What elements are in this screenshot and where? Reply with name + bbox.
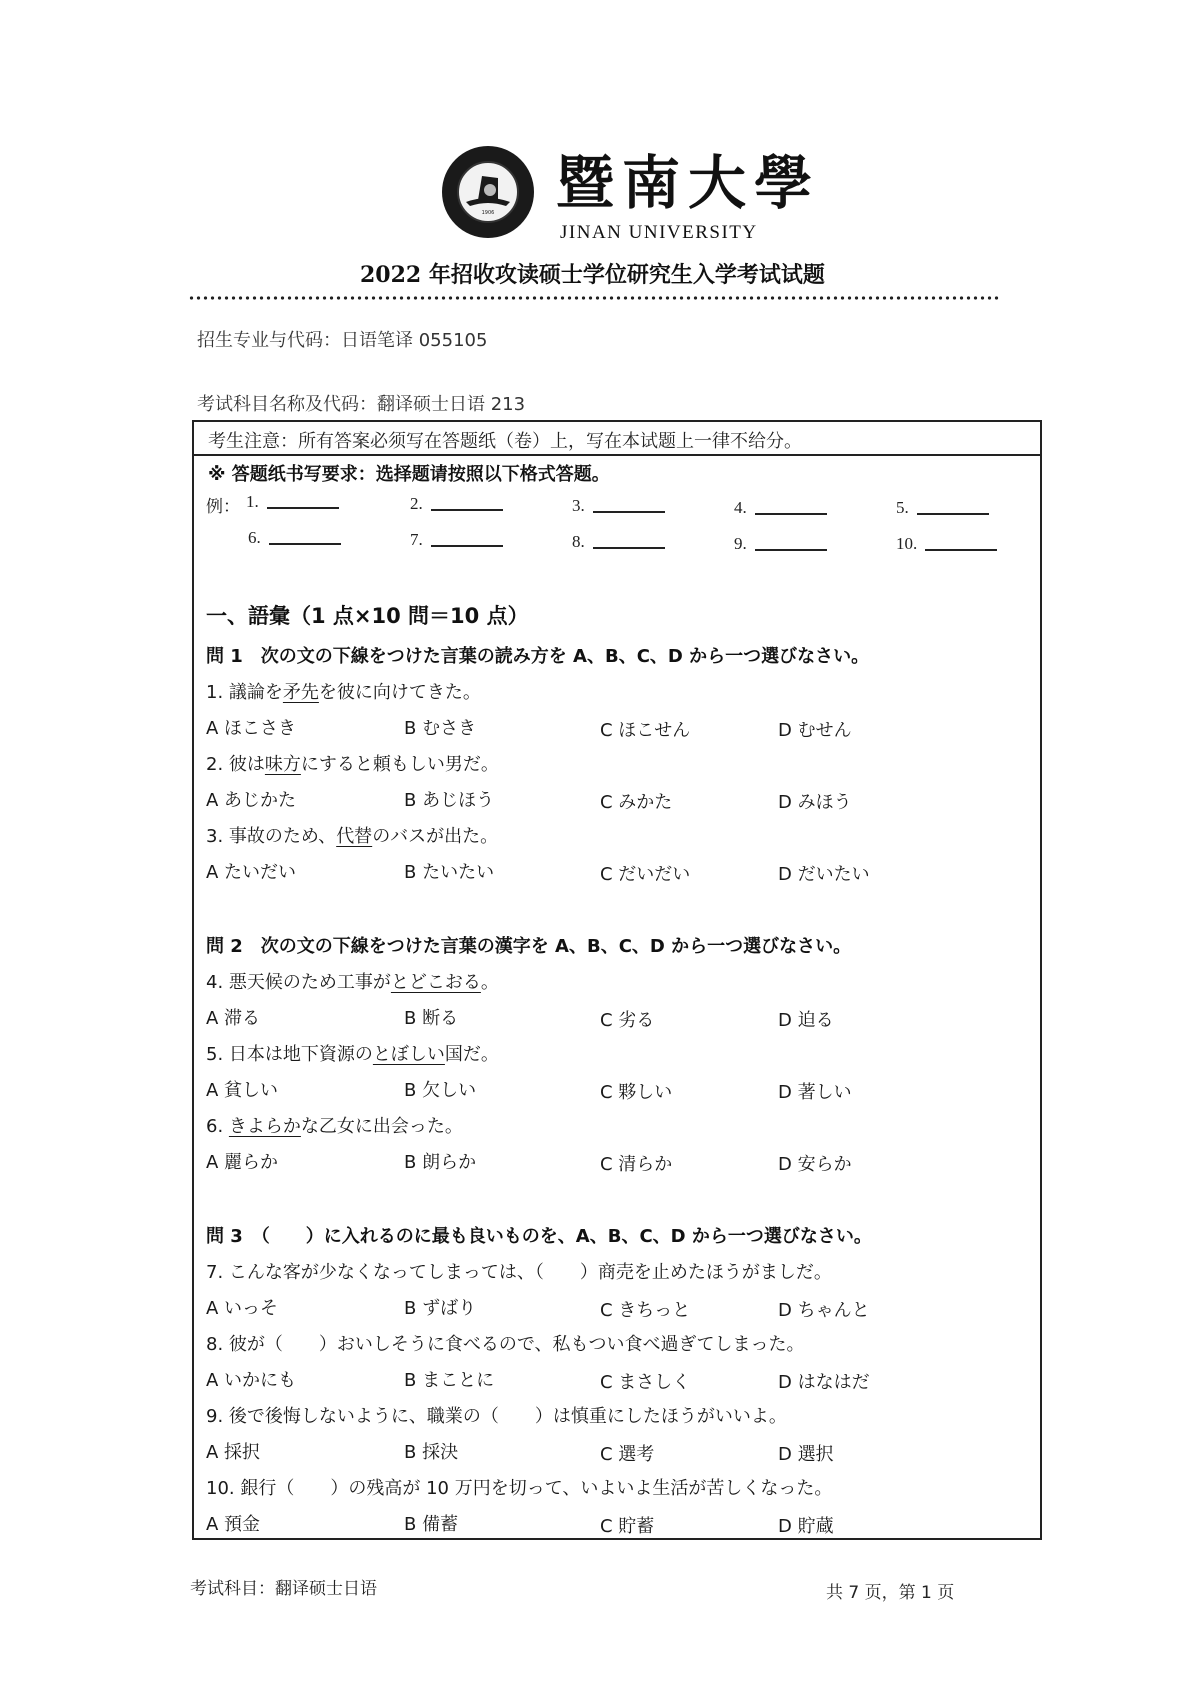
question-stem (206, 678, 481, 704)
question-text: のバスが出た。 (372, 826, 499, 847)
answer-option: A 滞る (206, 1008, 261, 1029)
item-number: 5. (896, 498, 909, 517)
answer-option: C きちっと (600, 1300, 691, 1321)
answer-option: A ほこさき (206, 718, 297, 739)
question-text: 9. 後で後悔しないように、職業の（ ）は慎重にしたほうがいいよ。 (206, 1406, 787, 1427)
answer-option: B たいたい (404, 862, 495, 883)
question-stem (206, 1258, 832, 1284)
question-text: にすると頼もしい男だ。 (300, 754, 499, 775)
answer-blank (431, 509, 503, 511)
university-seal-icon (440, 144, 536, 240)
question-text: 。 (480, 972, 499, 993)
svg-text:1906: 1906 (481, 210, 495, 216)
answer-option: D 安らか (778, 1154, 852, 1175)
underlined-word: 味方 (264, 754, 301, 775)
question-group-heading: 問 2 次の文の下線をつけた言葉の漢字を A、B、C、D から一つ選びなさい。 (206, 936, 852, 957)
answer-option: D 著しい (778, 1082, 852, 1103)
question-text: 4. 悪天候のため工事が (206, 972, 391, 993)
answer-format-item (572, 532, 665, 552)
answer-option: A 採択 (206, 1442, 261, 1463)
candidate-notice: 考生注意：所有答案必须写在答题纸（卷）上，写在本试题上一律不给分。 (208, 431, 802, 452)
answer-blank (269, 543, 341, 545)
answer-option: D はなはだ (778, 1372, 870, 1393)
answer-option: C ほこせん (600, 720, 691, 741)
item-number: 9. (734, 534, 747, 553)
question-text: 6. (206, 1116, 229, 1137)
item-number: 3. (572, 496, 585, 515)
question-group-heading: 問 1 次の文の下線をつけた言葉の読み方を A、B、C、D から一つ選びなさい。 (206, 646, 870, 667)
answer-option: C 貯蓄 (600, 1516, 655, 1537)
item-number: 7. (410, 530, 423, 549)
underlined-word: 矛先 (282, 682, 319, 703)
question-stem (206, 1040, 499, 1066)
answer-option: B むさき (404, 718, 477, 739)
answer-option: D 選択 (778, 1444, 834, 1465)
answer-option: B 断る (404, 1008, 459, 1029)
item-number: 6. (248, 528, 261, 547)
answer-format-item (410, 494, 503, 514)
answer-option: A いかにも (206, 1370, 297, 1391)
answer-option: B 採決 (404, 1442, 459, 1463)
question-text: 8. 彼が（ ）おいしそうに食べるので、私もつい食べ過ぎてしまった。 (206, 1334, 805, 1355)
answer-option: D だいたい (778, 864, 870, 885)
question-stem (206, 1112, 463, 1138)
item-number: 10. (896, 534, 918, 553)
underlined-word: 代替 (336, 826, 373, 847)
answer-option: B ずばり (404, 1298, 477, 1319)
answer-blank (267, 507, 339, 509)
question-text: 1. 議論を (206, 682, 283, 703)
question-text: を彼に向けてきた。 (318, 682, 481, 703)
answer-option: D 迫る (778, 1010, 834, 1031)
question-stem (206, 1474, 832, 1500)
answer-format-item (896, 534, 997, 554)
answer-option: D ちゃんと (778, 1300, 870, 1321)
answer-blank (431, 545, 503, 547)
university-logo (440, 144, 536, 240)
answer-option: B あじほう (404, 790, 495, 811)
answer-option: B 朗らか (404, 1152, 477, 1173)
footer-page-number: 共 7 页，第 1 页 (826, 1583, 955, 1603)
answer-option: A 麗らか (206, 1152, 279, 1173)
answer-option: D みほう (778, 792, 852, 813)
answer-format-item (896, 498, 989, 518)
item-number: 2. (410, 494, 423, 513)
answer-format-item (410, 530, 503, 550)
answer-requirement: ※ 答题纸书写要求：选择题请按照以下格式答题。 (208, 464, 610, 485)
answer-blank (917, 513, 989, 515)
answer-option: C 劣る (600, 1010, 655, 1031)
exam-title: 2022 年招收攻读硕士学位研究生入学考试试题 (360, 262, 825, 288)
question-text: な乙女に出会った。 (300, 1116, 463, 1137)
dotted-divider (188, 294, 1000, 302)
answer-format-item (734, 534, 827, 554)
answer-option: C 夥しい (600, 1082, 673, 1103)
answer-format-item (246, 492, 339, 512)
question-stem (206, 1330, 805, 1356)
question-text: 7. こんな客が少なくなってしまっては、（ ）商売を止めたほうがましだ。 (206, 1262, 832, 1283)
answer-option: C だいだい (600, 864, 691, 885)
answer-option: C 清らか (600, 1154, 673, 1175)
answer-blank (755, 513, 827, 515)
footer-subject: 考试科目：翻译硕士日语 (190, 1579, 377, 1599)
answer-format-prefix: 例： (206, 497, 240, 516)
question-stem (206, 750, 499, 776)
answer-option: B まことに (404, 1370, 495, 1391)
underlined-word: きよらか (228, 1116, 301, 1137)
item-number: 1. (246, 492, 259, 511)
university-name-en: JINAN UNIVERSITY (560, 222, 758, 243)
answer-option: B 欠しい (404, 1080, 477, 1101)
major-code: 招生专业与代码：日语笔译 055105 (197, 330, 488, 351)
answer-option: D 貯蔵 (778, 1516, 834, 1537)
answer-option: C 選考 (600, 1444, 655, 1465)
university-name-cn: 暨南大學 (556, 149, 821, 217)
question-stem (206, 1402, 787, 1428)
item-number: 8. (572, 532, 585, 551)
answer-format-item (572, 496, 665, 516)
question-text: 10. 銀行（ ）の残高が 10 万円を切って、いよいよ生活が苦しくなった。 (206, 1478, 833, 1499)
question-stem (206, 968, 499, 994)
underlined-word: とどこおる (390, 972, 481, 993)
answer-option: B 備蓄 (404, 1514, 459, 1535)
question-text: 5. 日本は地下資源の (206, 1044, 373, 1065)
question-group-heading: 問 3 （ ）に入れるのに最も良いものを、A、B、C、D から一つ選びなさい。 (206, 1226, 872, 1247)
answer-blank (755, 549, 827, 551)
answer-format-item (248, 528, 341, 548)
question-text: 3. 事故のため、 (206, 826, 337, 847)
answer-format-item (734, 498, 827, 518)
answer-option: A あじかた (206, 790, 297, 811)
underlined-word: とぼしい (372, 1044, 445, 1065)
subject-code: 考试科目名称及代码：翻译硕士日语 213 (197, 394, 526, 415)
answer-option: A たいだい (206, 862, 297, 883)
answer-blank (925, 549, 997, 551)
answer-option: A 貧しい (206, 1080, 279, 1101)
question-text: 国だ。 (444, 1044, 499, 1065)
answer-option: C まさしく (600, 1372, 691, 1393)
answer-option: C みかた (600, 792, 673, 813)
section-title: 一、語彙（1 点×10 問＝10 点） (206, 604, 529, 628)
item-number: 4. (734, 498, 747, 517)
answer-blank (593, 511, 665, 513)
answer-option: A いっそ (206, 1298, 279, 1319)
question-stem (206, 822, 498, 848)
answer-option: D むせん (778, 720, 852, 741)
answer-blank (593, 547, 665, 549)
question-text: 2. 彼は (206, 754, 265, 775)
answer-option: A 預金 (206, 1514, 261, 1535)
